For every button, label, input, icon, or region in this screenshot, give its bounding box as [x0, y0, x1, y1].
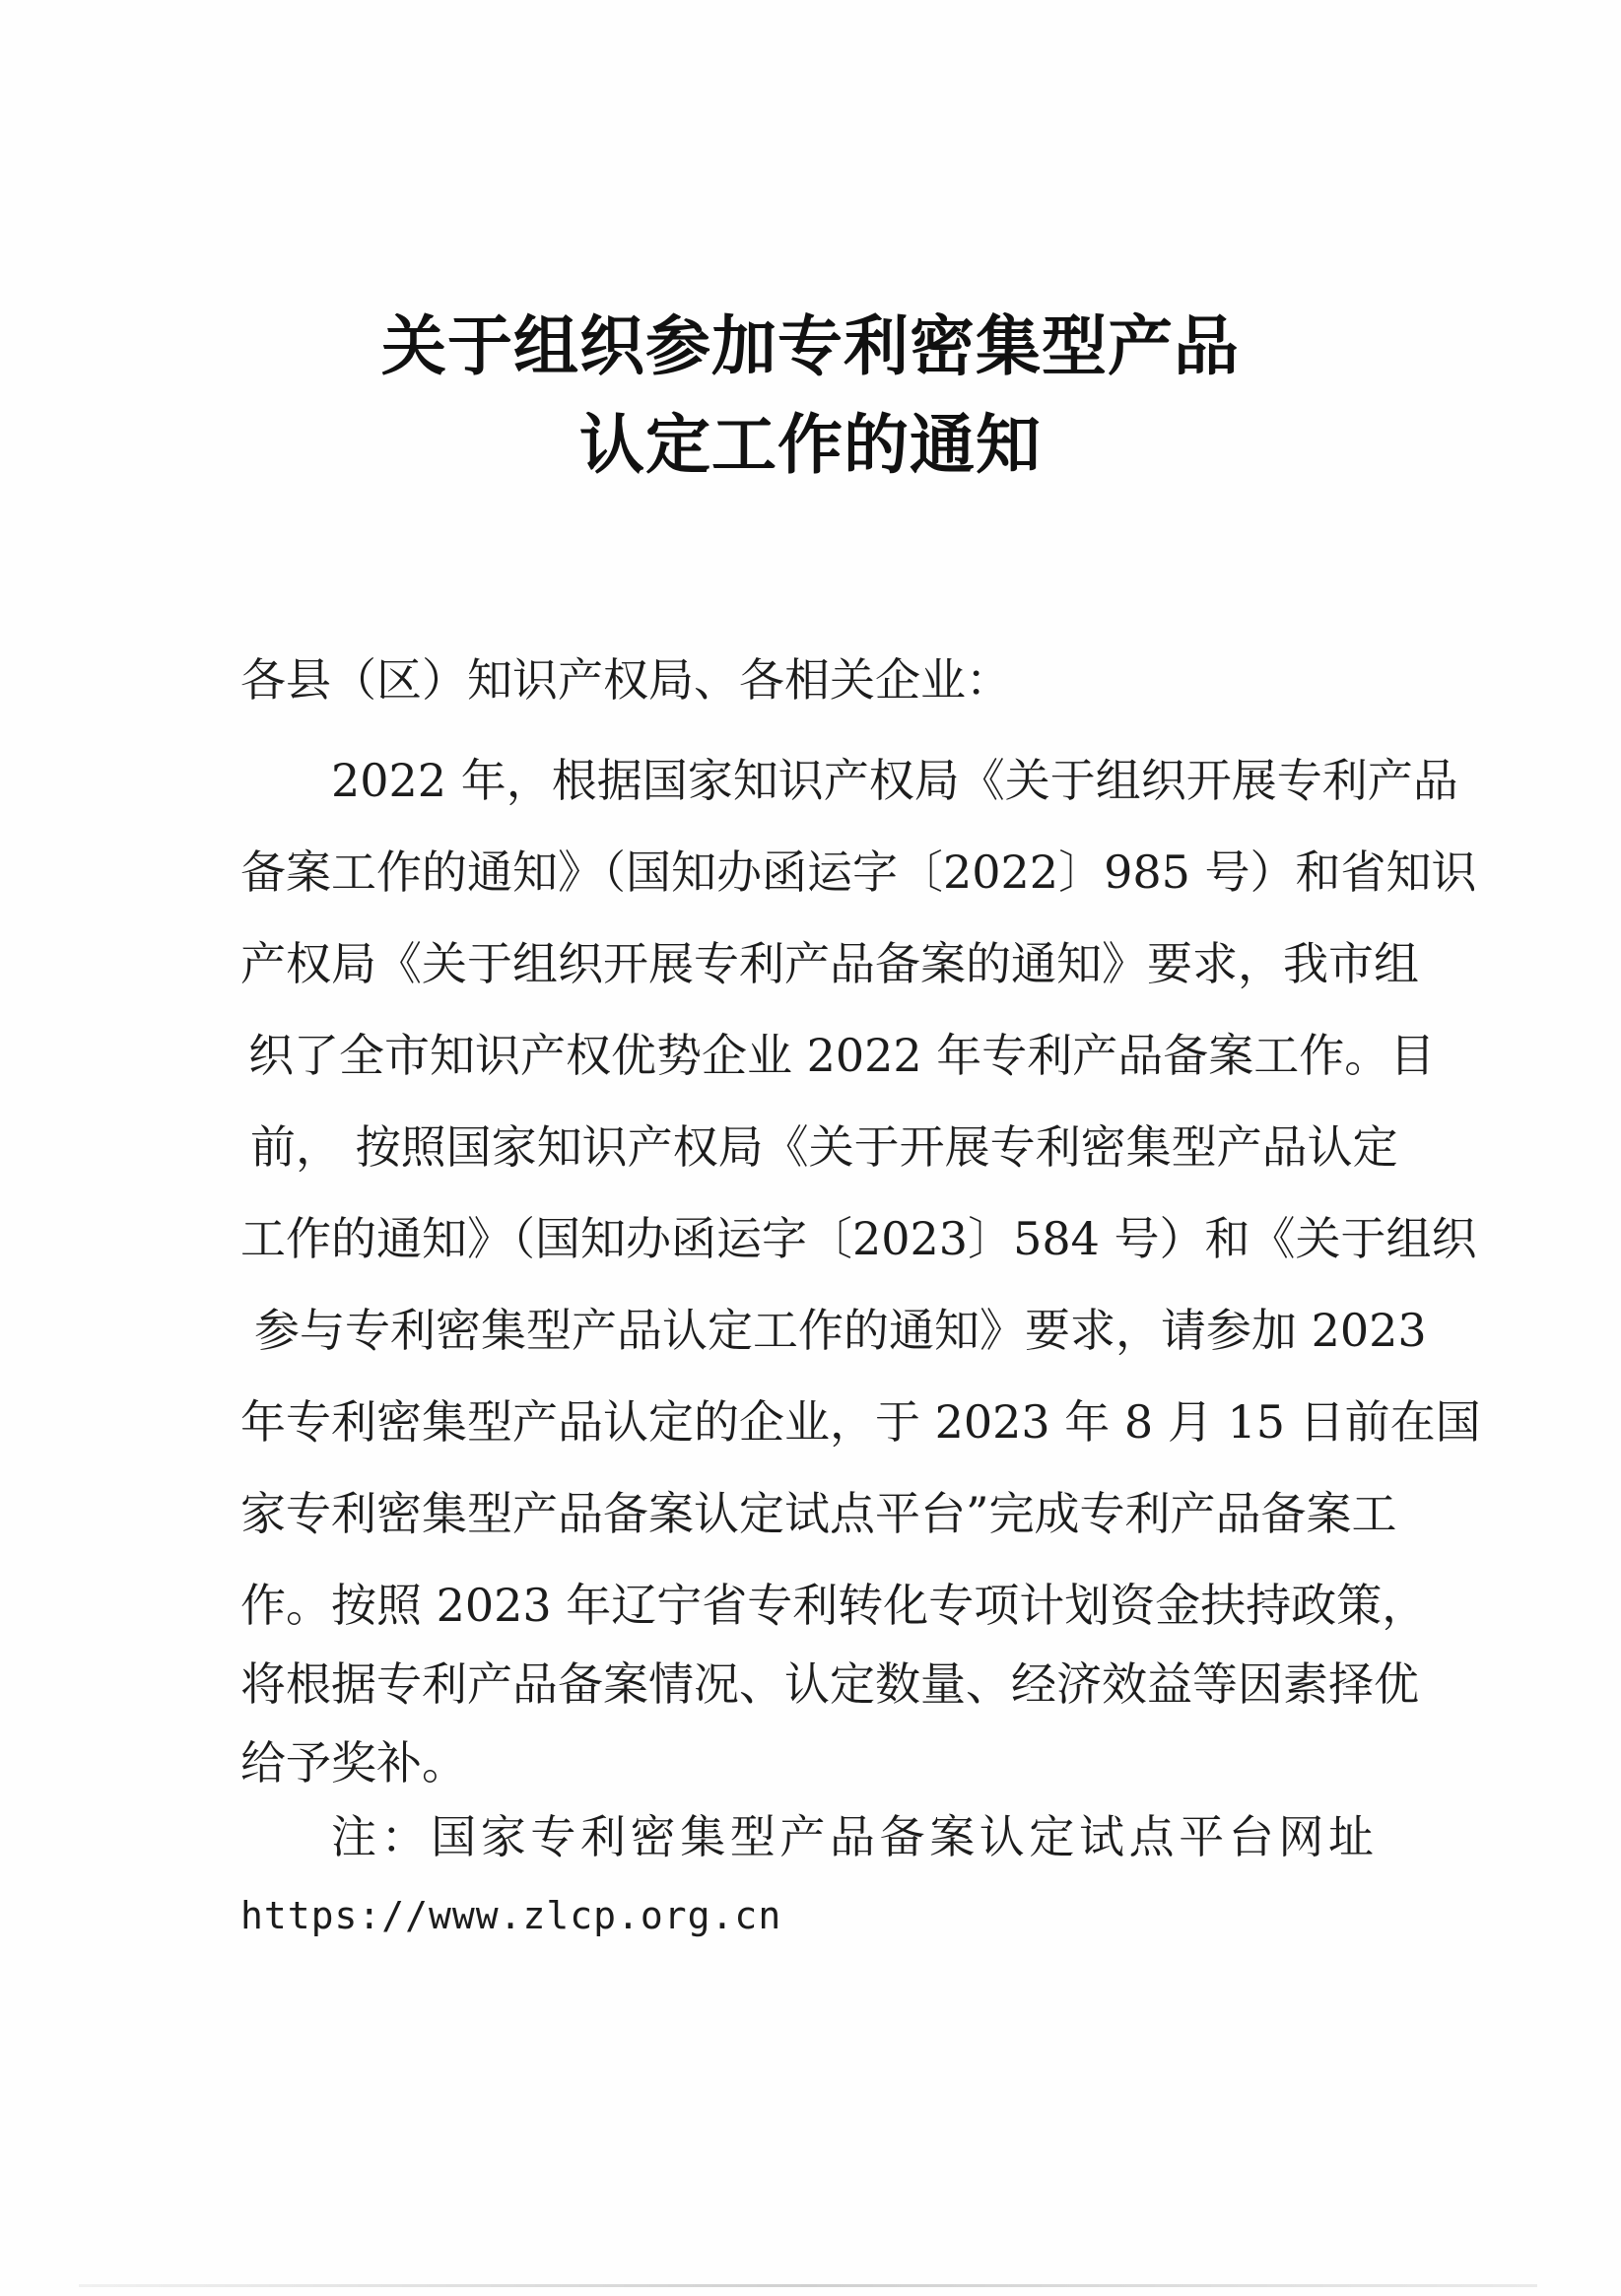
body-line: 参与专利密集型产品认定工作的通知》要求，请参加 2023 — [254, 1304, 1427, 1357]
body-line: 2022 年，根据国家知识产权局《关于组织开展专利产品 — [331, 754, 1458, 807]
addressee: 各县（区）知识产权局、各相关企业： — [240, 653, 1011, 707]
body-line: 备案工作的通知》（国知办函运字〔2022〕985 号）和省知识 — [240, 845, 1477, 899]
document-title-line-1: 关于组织参加专利密集型产品 — [381, 307, 1240, 384]
body-line: 给予奖补。 — [240, 1736, 467, 1790]
body-line: 年专利密集型产品认定的企业，于 2023 年 8 月 15 日前在国 — [240, 1395, 1481, 1449]
body-line: 织了全市知识产权优势企业 2022 年专利产品备案工作。目 — [248, 1029, 1436, 1082]
body-line: 家专利密集型产品备案认定试点平台”完成专利产品备案工 — [240, 1487, 1397, 1540]
body-line: 前， 按照国家知识产权局《关于开展专利密集型产品认定 — [250, 1120, 1398, 1174]
note-line: 注：国家专利密集型产品备案认定试点平台网址 — [331, 1810, 1374, 1863]
body-line: 产权局《关于组织开展专利产品备案的通知》要求，我市组 — [240, 937, 1419, 990]
body-line: 作。按照 2023 年辽宁省专利转化专项计划资金扶持政策， — [240, 1579, 1428, 1632]
document-title-line-2: 认定工作的通知 — [579, 406, 1042, 483]
platform-url: https://www.zlcp.org.cn — [240, 1894, 782, 1937]
body-line: 工作的通知》（国知办函运字〔2023〕584 号）和《关于组织 — [240, 1212, 1477, 1265]
scan-edge-divider — [79, 2284, 1537, 2287]
body-line: 将根据专利产品备案情况、认定数量、经济效益等因素择优 — [240, 1657, 1419, 1711]
